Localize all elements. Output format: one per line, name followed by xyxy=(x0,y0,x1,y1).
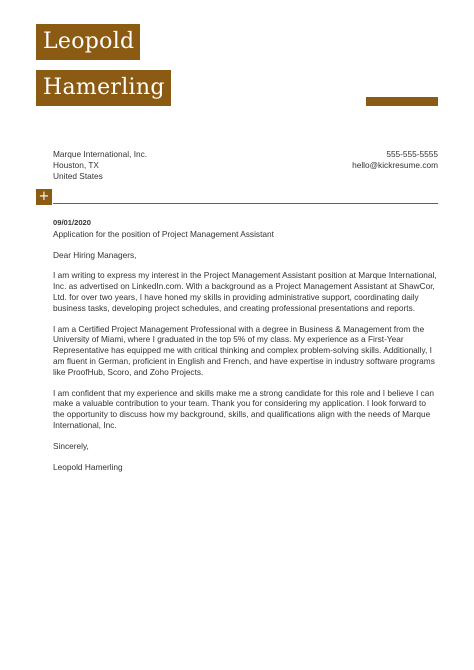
letter-paragraph: I am writing to express my interest in the Project Management Assistant position at Marque International, Inc. as advertised on LinkedIn.com. With a background as a Project Management Assistant at ShawCor, Ltd. for over two years, I have honed my skills in providing administrative support, coordinating daily business tasks, developing project schedules, and creating professional presentations and reports. xyxy=(53,270,437,313)
letter-subject: Application for the position of Project Management Assistant xyxy=(53,228,274,239)
phone-number: 555-555-5555 xyxy=(386,149,438,159)
recipient-company: Marque International, Inc. xyxy=(53,149,148,159)
plus-icon: + xyxy=(36,189,52,205)
recipient-country: United States xyxy=(53,171,103,181)
accent-bar xyxy=(366,97,438,106)
letter-date: 09/01/2020 xyxy=(53,218,92,227)
letter-greeting: Dear Hiring Managers, xyxy=(53,249,137,260)
letter-signature: Leopold Hamerling xyxy=(53,461,123,472)
letter-paragraph: I am confident that my experience and skills make me a strong candidate for this role and I believe I can make a valuable contribution to your team. Thank you for considering my application. I look forward to the opportunity to discuss how my background, skills, and qualifications align with the needs of Marque International, Inc. xyxy=(53,387,434,430)
contact-info xyxy=(352,149,438,171)
letter-closing: Sincerely, xyxy=(53,440,89,451)
letter-body xyxy=(53,218,439,472)
letter-paragraph: I am a Certified Project Management Professional with a degree in Business & Management from the University of Miami, where I graduated in the top 5% of my class. My experience as a First-Year Representative has equipped me with critical thinking and complex problem-solving skills. Additionally, I am fluent in German, proficient in English and French, and have expertise in industry software programs like ProofHub, Scoro, and Zoho Projects. xyxy=(53,323,435,377)
last-name: Hamerling xyxy=(36,70,171,106)
recipient-address xyxy=(53,149,147,182)
recipient-city: Houston, TX xyxy=(53,160,99,170)
email-address: hello@kickresume.com xyxy=(352,160,438,170)
first-name: Leopold xyxy=(36,24,140,60)
section-divider xyxy=(53,203,438,204)
